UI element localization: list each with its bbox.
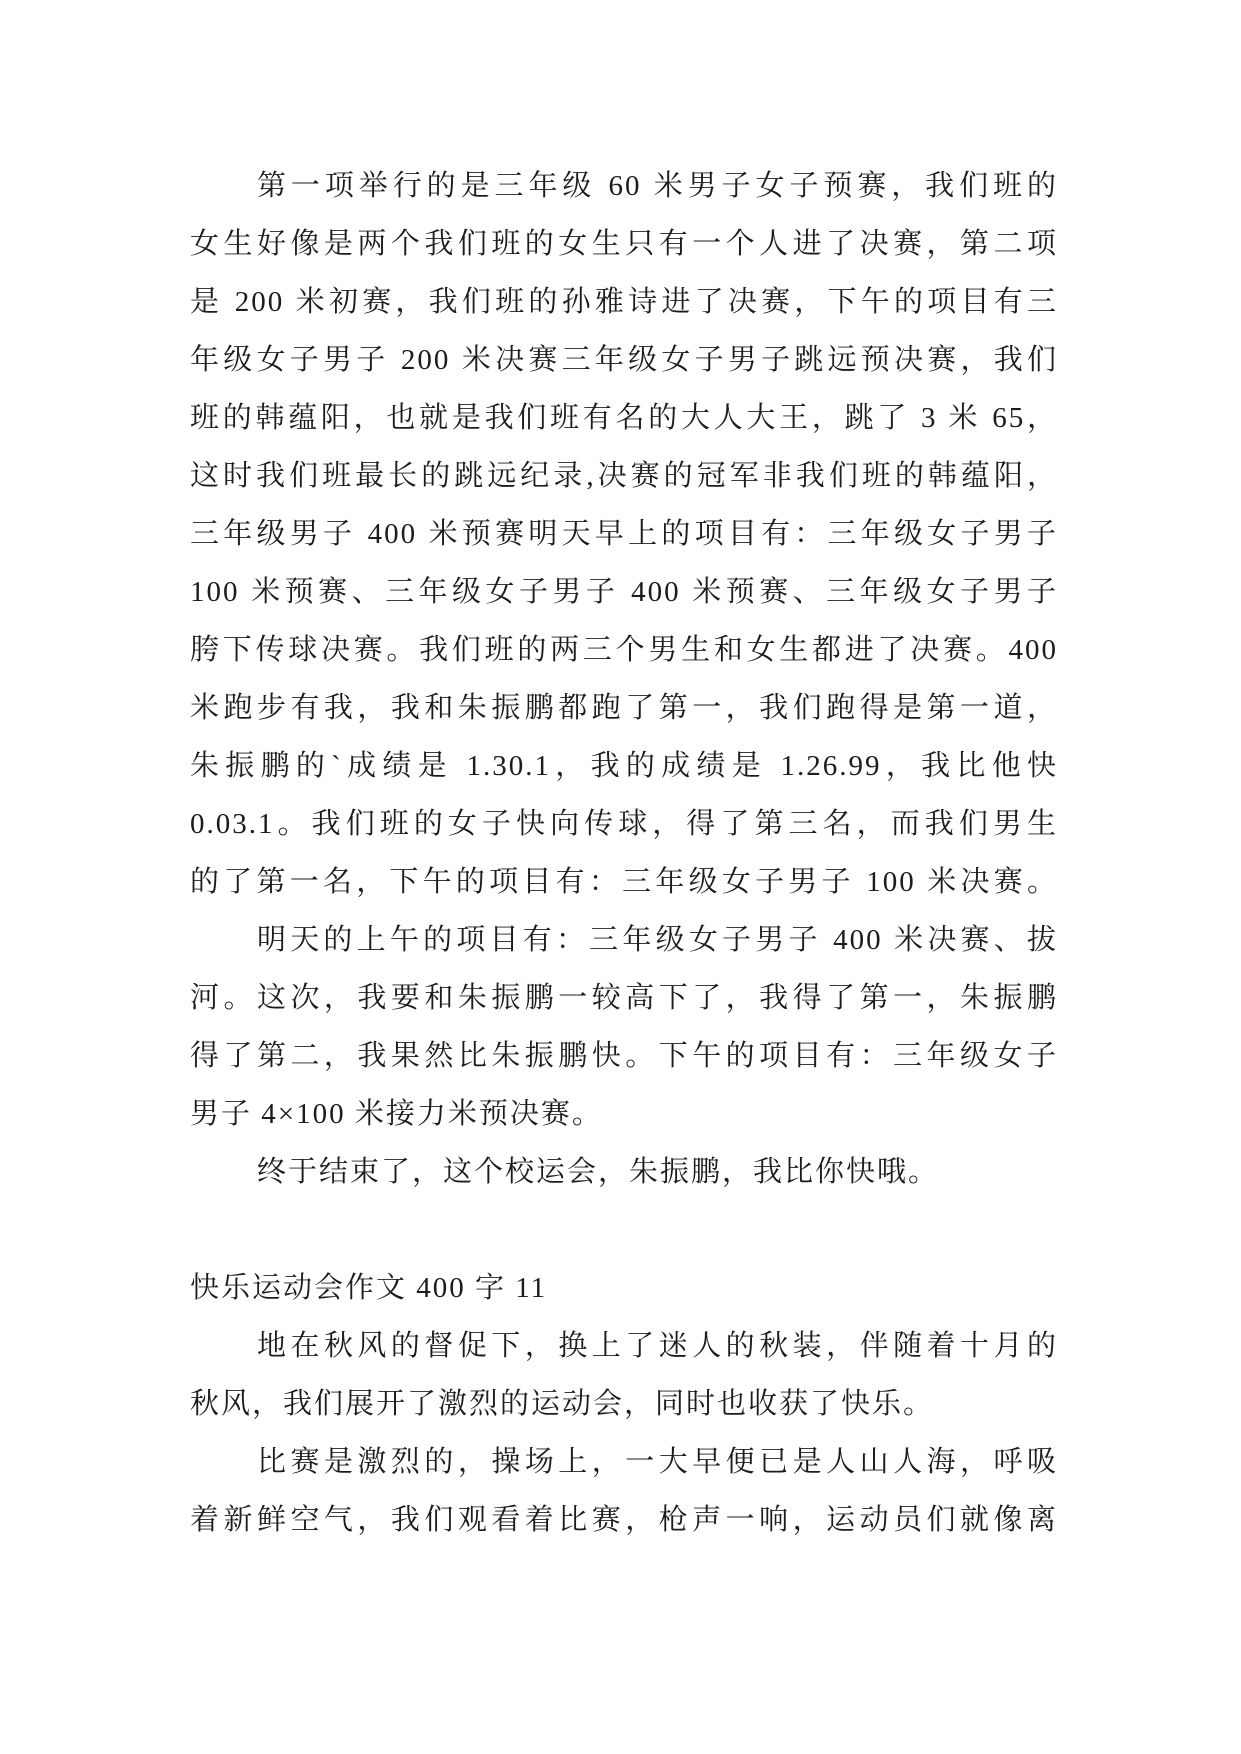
text-line: 的了第一名，下午的项目有：三年级女子男子 100 米决赛。: [190, 866, 1058, 898]
essay-title: 快乐运动会作文 400 字 11: [190, 1272, 548, 1304]
blank-line: [190, 1201, 1058, 1259]
paragraph: [190, 911, 1058, 1143]
text-line: 年级女子男子 200 米决赛三年级女子男子跳远预决赛，我们: [190, 344, 1058, 376]
text-line: 100 米预赛、三年级女子男子 400 米预赛、三年级女子男子: [190, 576, 1058, 608]
document-body: [190, 157, 1058, 1549]
paragraph: [190, 1317, 1058, 1433]
text-line: 得了第二，我果然比朱振鹏快。下午的项目有：三年级女子: [190, 1040, 1058, 1072]
text-line: 着新鲜空气，我们观看着比赛，枪声一响，运动员们就像离: [190, 1504, 1058, 1536]
text-line: 地在秋风的督促下，换上了迷人的秋装，伴随着十月的: [257, 1330, 1058, 1362]
text-line: 女生好像是两个我们班的女生只有一个人进了决赛，第二项: [190, 228, 1058, 260]
text-line: 是 200 米初赛，我们班的孙雅诗进了决赛，下午的项目有三: [190, 286, 1058, 318]
text-line: 终于结束了，这个校运会，朱振鹏，我比你快哦。: [257, 1156, 940, 1188]
paragraph: [190, 1143, 1058, 1201]
paragraph: [190, 157, 1058, 911]
text-line: 比赛是激烈的，操场上，一大早便已是人山人海，呼吸: [257, 1446, 1058, 1478]
text-line: 明天的上午的项目有：三年级女子男子 400 米决赛、拔: [257, 924, 1058, 956]
text-line: 秋风，我们展开了激烈的运动会，同时也收获了快乐。: [190, 1388, 935, 1420]
text-line: 0.03.1。我们班的女子快向传球，得了第三名，而我们男生: [190, 808, 1058, 840]
text-line: 三年级男子 400 米预赛明天早上的项目有：三年级女子男子: [190, 518, 1058, 550]
text-line: 男子 4×100 米接力米预决赛。: [190, 1098, 603, 1130]
paragraph: [190, 1433, 1058, 1549]
text-line: 胯下传球决赛。我们班的两三个男生和女生都进了决赛。400: [190, 634, 1058, 666]
text-line: 朱振鹏的`成绩是 1.30.1，我的成绩是 1.26.99，我比他快: [190, 750, 1058, 782]
text-line: 这时我们班最长的跳远纪录,决赛的冠军非我们班的韩蕴阳，: [190, 460, 1058, 492]
text-line: 班的韩蕴阳，也就是我们班有名的大人大王，跳了 3 米 65，: [190, 402, 1058, 434]
text-line: 河。这次，我要和朱振鹏一较高下了，我得了第一，朱振鹏: [190, 982, 1058, 1014]
text-line: 第一项举行的是三年级 60 米男子女子预赛，我们班的: [257, 170, 1058, 202]
text-line: 米跑步有我，我和朱振鹏都跑了第一，我们跑得是第一道，: [190, 692, 1058, 724]
